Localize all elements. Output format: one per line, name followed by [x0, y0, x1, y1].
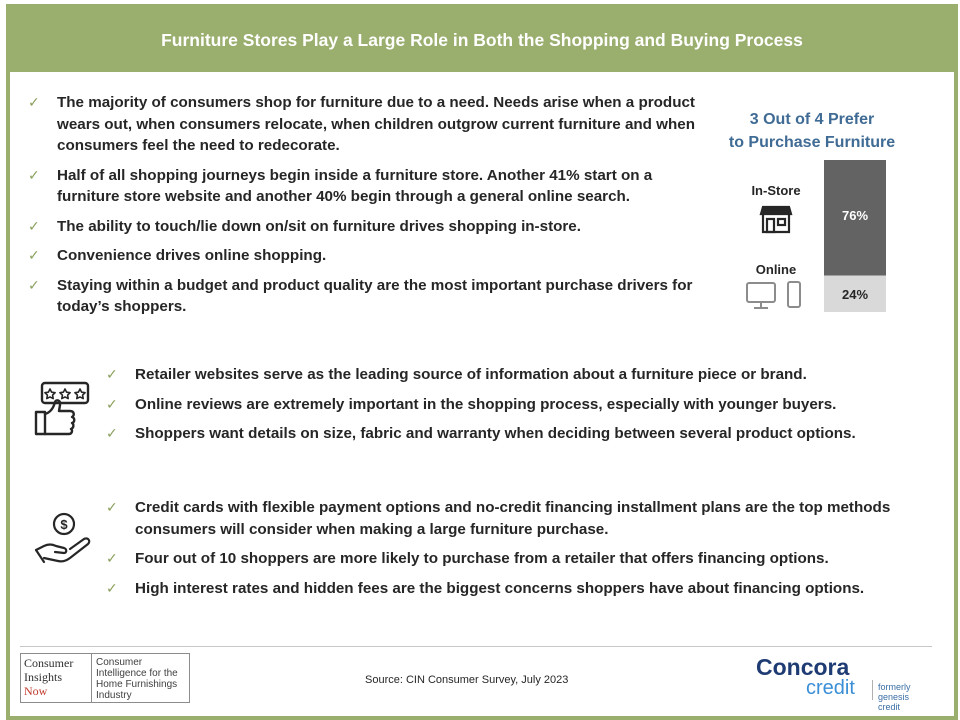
- check-icon: ✓: [106, 395, 118, 412]
- storefront-icon: [761, 207, 791, 232]
- footer-divider: [20, 646, 932, 647]
- svg-text:$: $: [60, 517, 68, 532]
- chart-title: [714, 108, 910, 154]
- check-icon: ✓: [106, 425, 118, 441]
- page-title: Furniture Stores Play a Large Role in Both the Shopping and Buying Process: [10, 8, 954, 72]
- formerly-note: formerly genesis credit: [878, 682, 911, 712]
- check-icon: ✓: [28, 166, 40, 183]
- list-item: ✓ Credit cards with flexible payment options and no-credit financing installment plans are the top methods consumers will consider when making a large furniture purchase.: [106, 499, 891, 538]
- data-label-in-store: 76%: [841, 208, 869, 223]
- list-item: ✓ Online reviews are extremely important in the shopping process, especially with younger buyers.: [106, 394, 896, 416]
- section2-list: [106, 364, 896, 453]
- data-label-online: 24%: [841, 286, 869, 302]
- list-item: ✓ Half of all shopping journeys begin inside a furniture store. Another 41% start on a furniture store website and another 40% begin through a general online search.: [28, 166, 653, 205]
- logo-separator: [872, 680, 873, 700]
- check-icon: ✓: [106, 499, 118, 515]
- list-item: ✓ Shoppers want details on size, fabric and warranty when deciding between several product options.: [106, 423, 896, 445]
- cin-logo-wordmark: Consumer Insights Now: [21, 654, 92, 702]
- check-icon: ✓: [106, 550, 118, 566]
- check-icon: ✓: [106, 366, 118, 382]
- list-item: ✓ Retailer websites serve as the leading source of information about a furniture piece or brand.: [106, 364, 896, 386]
- section3-list: [106, 497, 896, 607]
- section1-list: [28, 92, 704, 326]
- source-note: Source: CIN Consumer Survey, July 2023: [365, 674, 569, 686]
- chart-title-line1: 3 Out of 4 Prefer: [749, 111, 875, 128]
- list-item: ✓ Convenience drives online shopping.: [28, 245, 704, 267]
- check-icon: ✓: [106, 579, 118, 596]
- chart-title-line2: to Purchase Furniture: [728, 134, 896, 151]
- cin-logo: [20, 653, 190, 703]
- cin-logo-tagline: Consumer Intelligence for the Home Furnishings Industry: [96, 657, 178, 701]
- check-icon: ✓: [28, 247, 40, 263]
- list-item: ✓ Four out of 10 shoppers are more likely to purchase from a retailer that offers financing options.: [106, 548, 896, 570]
- list-item: ✓ Staying within a budget and product quality are the most important purchase drivers for today’s shoppers.: [28, 276, 693, 315]
- check-icon: ✓: [28, 217, 40, 234]
- list-item: ✓ High interest rates and hidden fees are the biggest concerns shoppers have about financing options.: [106, 578, 896, 600]
- check-icon: ✓: [28, 94, 40, 110]
- concora-credit-logo: [756, 654, 932, 712]
- list-item: ✓ The ability to touch/lie down on/sit on furniture drives shopping in-store.: [28, 216, 704, 238]
- money-hand-icon: [34, 512, 92, 566]
- check-icon: ✓: [28, 276, 40, 293]
- concora-credit-word: credit: [806, 677, 855, 699]
- review-thumbs-up-icon: [34, 380, 92, 438]
- concora-name: Concora: [756, 654, 850, 680]
- category-label-in-store: In-Store: [751, 183, 801, 198]
- category-label-online: Online: [755, 262, 797, 277]
- list-item: ✓ The majority of consumers shop for furniture due to a need. Needs arise when a product wears out, when consumers relocate, when children outgrow current furniture and when consumers feel the need to redecorate.: [28, 94, 695, 154]
- desktop-phone-icon: [747, 282, 800, 308]
- chart-bars: [824, 160, 886, 312]
- preference-chart: [734, 152, 910, 316]
